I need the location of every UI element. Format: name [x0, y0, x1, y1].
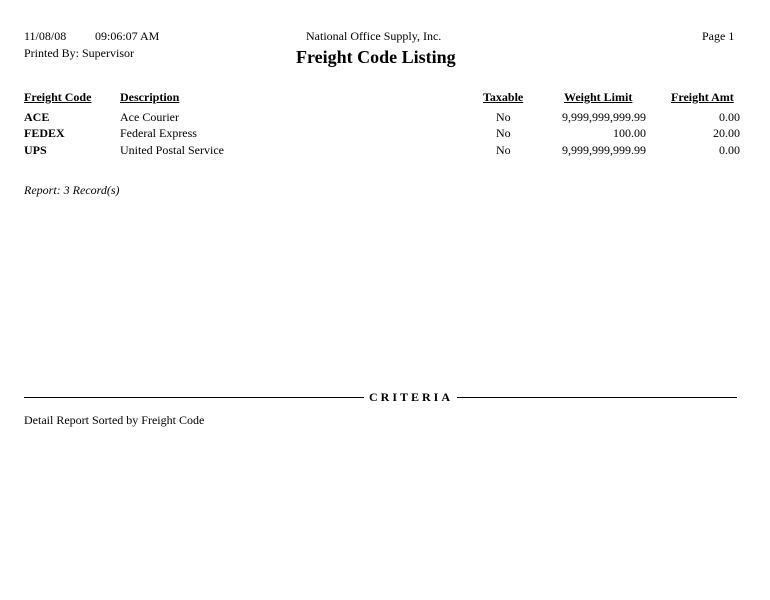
- cell-freight-code: ACE: [24, 110, 50, 124]
- cell-freight-code: UPS: [24, 143, 47, 157]
- criteria-divider-left: [24, 397, 364, 398]
- cell-taxable: No: [496, 110, 511, 124]
- column-header-weight-limit: Weight Limit: [564, 90, 633, 104]
- printed-by: Printed By: Supervisor: [24, 46, 134, 60]
- report-title: Freight Code Listing: [296, 47, 456, 67]
- company-name: National Office Supply, Inc.: [306, 29, 442, 43]
- table-row: [0, 143, 770, 160]
- cell-taxable: No: [496, 143, 511, 157]
- column-header-freight-amt: Freight Amt: [671, 90, 734, 104]
- report-time: 09:06:07 AM: [95, 29, 160, 43]
- criteria-heading: CRITERIA: [369, 390, 454, 404]
- page-number: Page 1: [702, 29, 735, 43]
- cell-description: Ace Courier: [120, 110, 179, 124]
- cell-description: United Postal Service: [120, 143, 224, 157]
- report-date: 11/08/08: [24, 29, 67, 43]
- column-header-taxable: Taxable: [483, 90, 524, 104]
- column-header-description: Description: [120, 90, 180, 104]
- cell-freight-amt: 20.00: [713, 126, 740, 140]
- table-row: [0, 126, 770, 143]
- criteria-divider-right: [457, 397, 737, 398]
- criteria-text: Detail Report Sorted by Freight Code: [24, 413, 205, 427]
- cell-weight-limit: 100.00: [613, 126, 646, 140]
- table-row: [0, 110, 770, 127]
- record-count: Report: 3 Record(s): [24, 183, 120, 197]
- cell-freight-amt: 0.00: [719, 143, 740, 157]
- column-header-freight-code: Freight Code: [24, 90, 92, 104]
- cell-description: Federal Express: [120, 126, 197, 140]
- cell-weight-limit: 9,999,999,999.99: [562, 143, 646, 157]
- cell-freight-code: FEDEX: [24, 126, 65, 140]
- cell-taxable: No: [496, 126, 511, 140]
- cell-freight-amt: 0.00: [719, 110, 740, 124]
- cell-weight-limit: 9,999,999,999.99: [562, 110, 646, 124]
